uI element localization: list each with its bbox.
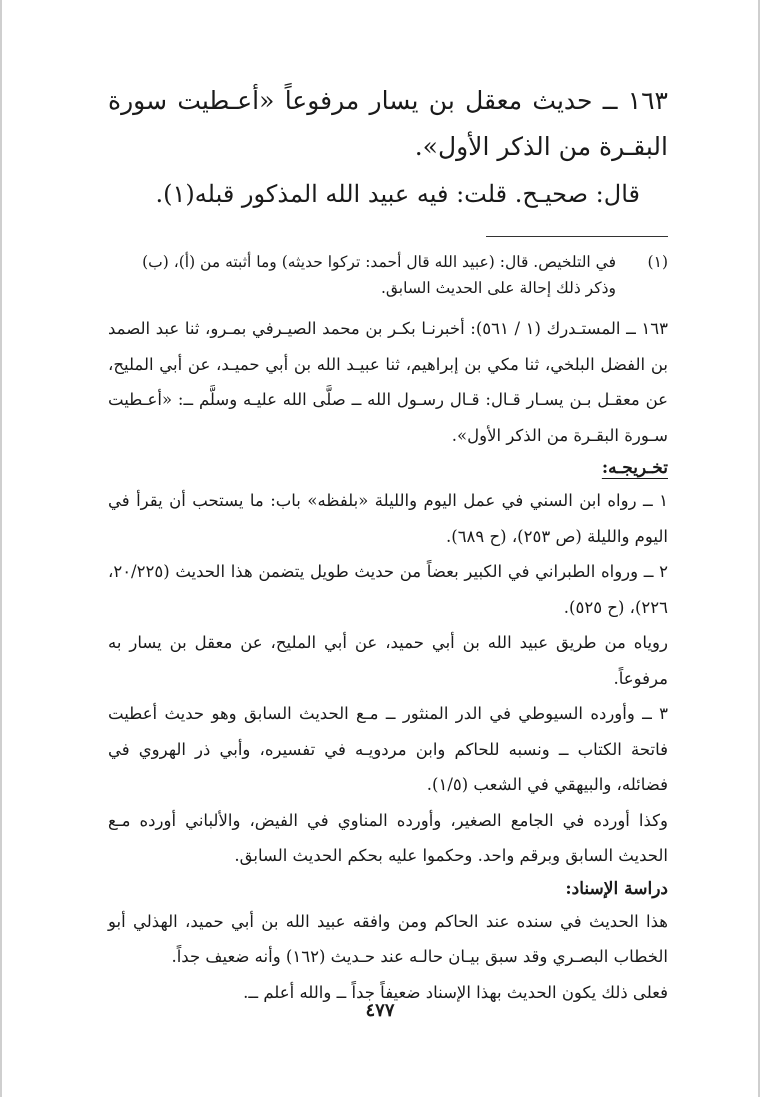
footnote xyxy=(108,249,668,301)
page-number: ٤٧٧ xyxy=(365,1000,395,1021)
takhrij-heading: تخـريجـه: xyxy=(601,458,668,478)
takhrij-item-2-chain: روياه من طريق عبيد الله بن أبي حميد، عن أبي المليح، عن معقل بن يسار به مرفوعاً. xyxy=(108,633,668,688)
takhrij-item-2: ٢ ــ ورواه الطبراني في الكبير بعضاً من حديث طويل يتضمن هذا الحديث (٢٠/٢٢٥، ٢٢٦)، (ح ٥٢٥). xyxy=(108,562,668,617)
book-page xyxy=(108,78,668,1010)
main-hadith-text: ١٦٣ ــ حديث معقل بن يسار مرفوعاً «أعـطيت سورة البقـرة من الذكر الأول». xyxy=(108,86,668,161)
footnote-text: في التلخيص. قال: (عبيد الله قال أحمد: تركوا حديثه) وما أثبته من (أ)، (ب) وذكر ذلك إحالة على الحديث السابق. xyxy=(142,253,616,297)
takhrij-item-3: ٣ ــ وأورده السيوطي في الدر المنثور ــ مـع الحديث السابق وهو حديث أعطيت فاتحة الكتاب ــ ونسبه للحاكم وابن مردويـه في تفسيره، وأبي ذر الهروي في فضائله، والبيهقي في الشعب (١/٥). xyxy=(108,704,668,794)
footnote-separator xyxy=(486,236,668,237)
commentary-body xyxy=(108,311,668,1010)
mustadrak-paragraph: ١٦٣ ــ المستـدرك (١ / ٥٦١): أخبرنـا بكـر بن محمد الصيـرفي بمـرو، ثنا عبد الصمد بن الفضل البلخي، ثنا مكي بن إبراهيم، ثنا عبيـد الله بن أبي حميـد، عن أبي المليح، عن معقـل بـن يسـار قـال: قـال رسـول الله ــ صلَّى الله عليـه وسلَّم ــ: «أعـطيت سـورة البقـرة من الذكر الأول». xyxy=(108,319,668,445)
isnad-paragraph: هذا الحديث في سنده عند الحاكم ومن وافقه عبيد الله بن أبي حميد، الهذلي أبو الخطاب البصـري وقد سبق بيـان حالـه عند حـديث (١٦٢) وأنه ضعيف جداً. xyxy=(108,911,668,966)
takhrij-item-1: ١ ــ رواه ابن السني في عمل اليوم والليلة «بلفظه» باب: ما يستحب أن يقرأ في اليوم والليلة (ص ٢٥٣)، (ح ٦٨٩). xyxy=(108,491,668,546)
conclusion-paragraph: فعلى ذلك يكون الحديث بهذا الإسناد ضعيفاً جداً ــ والله أعلم ــ. xyxy=(243,982,668,1002)
page-edge-left xyxy=(0,0,2,1097)
isnad-heading: دراسة الإسناد: xyxy=(565,878,668,899)
main-verdict-text: قال: صحيـح. قلت: فيه عبيد الله المذكور قبله(١). xyxy=(155,180,640,208)
footnote-number: (١) xyxy=(647,253,668,271)
takhrij-item-3-continued: وكذا أورده في الجامع الصغير، وأورده المناوي في الفيض، والألباني أورده مـع الحديث السابق وبرقم واحد. وحكموا عليه بحكم الحديث السابق. xyxy=(108,810,668,865)
